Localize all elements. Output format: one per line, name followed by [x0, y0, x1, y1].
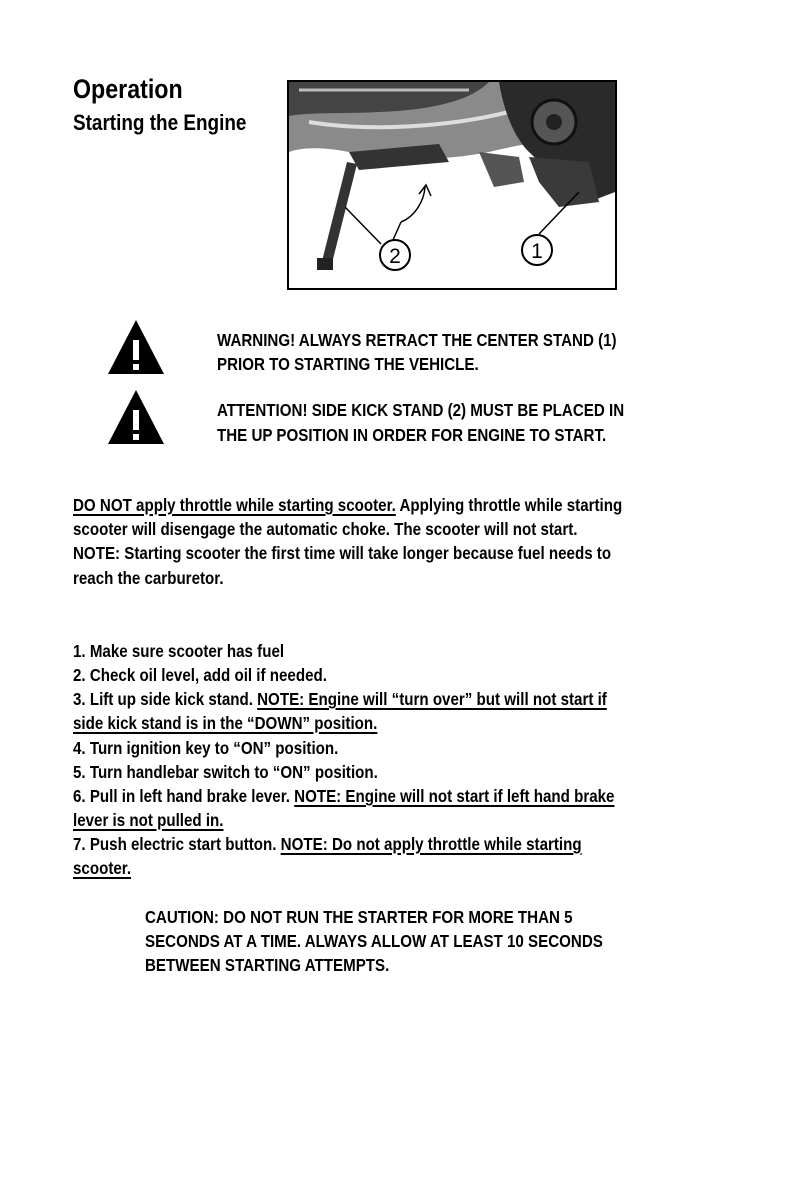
callout-2-label: 2: [389, 245, 401, 268]
warning-2-line-2: THE UP POSITION IN ORDER FOR ENGINE TO START.: [217, 425, 607, 445]
caution-line-1: CAUTION: DO NOT RUN THE STARTER FOR MORE THAN 5: [145, 907, 573, 927]
step-7-text: 7. Push electric start button.: [73, 834, 281, 854]
step-7-note-cont: [73, 857, 131, 880]
intro-line-4: reach the carburetor.: [73, 568, 224, 588]
caution-line-3: BETWEEN STARTING ATTEMPTS.: [145, 955, 390, 975]
warning-1-line-1: WARNING! ALWAYS RETRACT THE CENTER STAND (1): [217, 330, 617, 350]
callout-1-label: 1: [531, 240, 543, 263]
step-3: [73, 688, 607, 711]
step-7: [73, 833, 582, 856]
step-6: [73, 785, 614, 808]
warning-triangle-icon: [106, 318, 166, 376]
step-1: 1. Make sure scooter has fuel: [73, 641, 285, 661]
section-subtitle: Starting the Engine: [73, 110, 247, 135]
intro-line-1: [73, 494, 622, 517]
step-7-note-continued: scooter.: [73, 858, 132, 878]
caution-line-2: SECONDS AT A TIME. ALWAYS ALLOW AT LEAST 10 SECONDS: [145, 931, 603, 951]
step-3-text: 3. Lift up side kick stand.: [73, 689, 258, 709]
step-6-text: 6. Pull in left hand brake lever.: [73, 786, 295, 806]
step-6-note-cont: [73, 809, 224, 832]
scooter-stand-figure: [287, 80, 617, 290]
step-3-note-cont: [73, 712, 377, 735]
intro-line-2: scooter will disengage the automatic choke. The scooter will not start.: [73, 519, 578, 539]
step-5: 5. Turn handlebar switch to “ON” position.: [73, 762, 378, 782]
warning-2-line-1: ATTENTION! SIDE KICK STAND (2) MUST BE PLACED IN: [217, 400, 625, 420]
intro-line-1-rest: Applying throttle while starting: [395, 495, 623, 515]
warning-triangle-icon: [106, 388, 166, 446]
intro-warning-underlined: DO NOT apply throttle while starting scooter.: [73, 495, 396, 515]
step-3-note-continued: side kick stand is in the “DOWN” position.: [73, 713, 378, 733]
step-3-note: NOTE: Engine will “turn over” but will not start if: [257, 689, 607, 709]
warning-1-line-2: PRIOR TO STARTING THE VEHICLE.: [217, 354, 479, 374]
step-6-note: NOTE: Engine will not start if left hand brake: [294, 786, 615, 806]
scooter-stand-illustration: [289, 82, 615, 288]
step-4: 4. Turn ignition key to “ON” position.: [73, 738, 339, 758]
step-2: 2. Check oil level, add oil if needed.: [73, 665, 327, 685]
step-7-note: NOTE: Do not apply throttle while starting: [280, 834, 582, 854]
page-title: Operation: [73, 74, 183, 104]
step-6-note-continued: lever is not pulled in.: [73, 810, 224, 830]
intro-note-line: NOTE: Starting scooter the first time will take longer because fuel needs to: [73, 543, 612, 563]
